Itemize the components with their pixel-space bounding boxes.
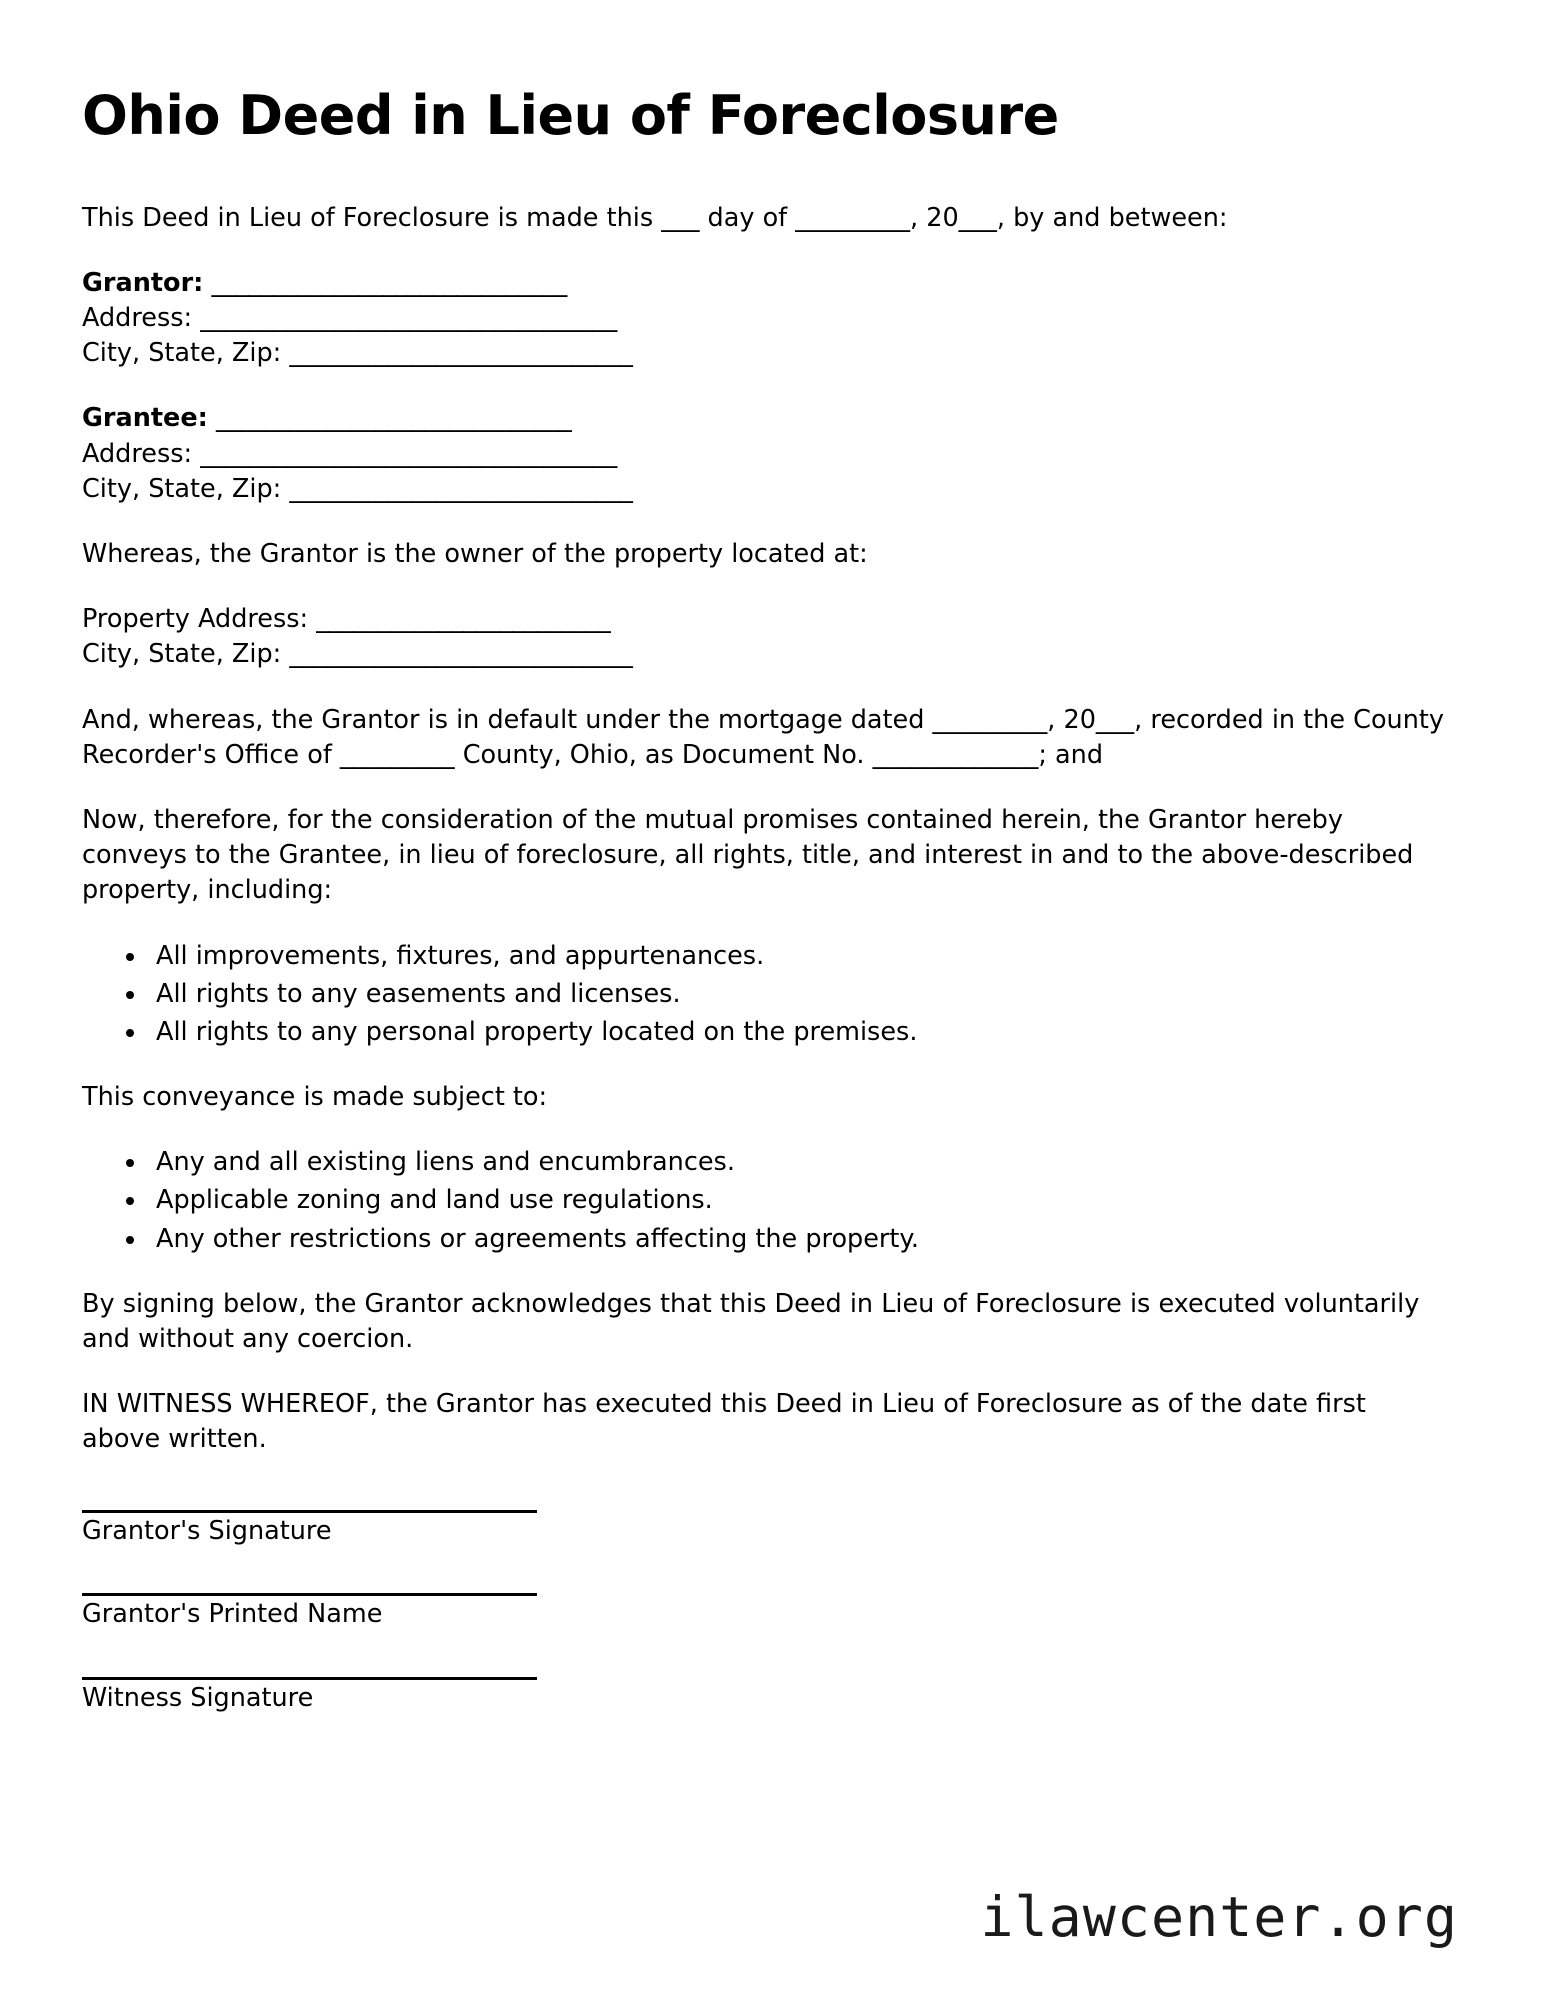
signature-rule[interactable] xyxy=(82,1510,537,1513)
intro-paragraph: This Deed in Lieu of Foreclosure is made this ___ day of _________, 20___, by and between: xyxy=(82,202,1228,233)
conveyed-rights-list xyxy=(82,939,1454,1051)
in-witness-paragraph: IN WITNESS WHEREOF, the Grantor has executed this Deed in Lieu of Foreclosure as of the date first above written. xyxy=(82,1389,1366,1455)
property-address-blank[interactable]: ________________________ xyxy=(316,604,611,635)
property-citystatezip-blank[interactable]: ____________________________ xyxy=(289,639,633,670)
acknowledgment-paragraph: By signing below, the Grantor acknowledges that this Deed in Lieu of Foreclosure is executed voluntarily and without any coercion. xyxy=(82,1288,1420,1354)
grantor-name-line xyxy=(82,266,1454,301)
subject-to-intro: This conveyance is made subject to: xyxy=(82,1082,548,1113)
grantee-block xyxy=(82,401,1454,507)
grantor-address-blank[interactable]: __________________________________ xyxy=(200,303,617,334)
signature-block xyxy=(82,1510,1454,1716)
grantee-address-label: Address: xyxy=(82,438,193,469)
page-title: Ohio Deed in Lieu of Foreclosure xyxy=(82,84,1059,147)
signature-label: Grantor's Signature xyxy=(82,1515,332,1546)
list-item: • Applicable zoning and land use regulations. xyxy=(148,1183,1454,1218)
grantee-citystatezip-label: City, State, Zip: xyxy=(82,473,282,504)
grantee-citystatezip-blank[interactable]: ____________________________ xyxy=(289,473,633,504)
subject-to-list xyxy=(82,1145,1454,1257)
grantee-name-blank[interactable]: _____________________________ xyxy=(215,403,572,434)
signature-rule[interactable] xyxy=(82,1677,537,1680)
grantor-citystatezip-line xyxy=(82,336,1454,371)
grantor-citystatezip-blank[interactable]: ____________________________ xyxy=(289,338,633,369)
grantor-name-label: Grantor: xyxy=(82,267,204,298)
grantor-address-line xyxy=(82,301,1454,336)
grantee-citystatezip-line xyxy=(82,472,1454,507)
signature-rule[interactable] xyxy=(82,1593,537,1596)
grantor-citystatezip-label: City, State, Zip: xyxy=(82,338,282,369)
property-address-label: Property Address: xyxy=(82,604,309,635)
list-item: • All rights to any easements and licenses. xyxy=(148,977,1454,1012)
site-watermark: ilawcenter.org xyxy=(980,1885,1458,1949)
grantor-signature-field[interactable] xyxy=(82,1510,1454,1548)
whereas-owner-paragraph: Whereas, the Grantor is the owner of the property located at: xyxy=(82,539,868,569)
grantor-block xyxy=(82,266,1454,372)
grantee-name-line xyxy=(82,401,1454,436)
property-address-line xyxy=(82,602,1454,637)
property-block xyxy=(82,602,1454,672)
list-item: • All improvements, fixtures, and appurtenances. xyxy=(148,939,1454,974)
signature-label: Grantor's Printed Name xyxy=(82,1599,383,1630)
grantor-name-blank[interactable]: _____________________________ xyxy=(211,267,567,298)
grantor-printed-name-field[interactable] xyxy=(82,1593,1454,1631)
signature-label: Witness Signature xyxy=(82,1683,314,1714)
grantee-name-label: Grantee: xyxy=(82,403,208,434)
default-paragraph: And, whereas, the Grantor is in default under the mortgage dated _________, 20___, recorded in the County Recorder's Office of _________ County, Ohio, as Document No. _____________; and xyxy=(82,704,1444,770)
list-item: • All rights to any personal property located on the premises. xyxy=(148,1015,1454,1050)
list-item: • Any and all existing liens and encumbrances. xyxy=(148,1145,1454,1180)
grantee-address-line xyxy=(82,437,1454,472)
property-citystatezip-label: City, State, Zip: xyxy=(82,639,282,670)
grantor-address-label: Address: xyxy=(82,303,193,334)
now-therefore-paragraph: Now, therefore, for the consideration of the mutual promises contained herein, the Grantor hereby conveys to the Grantee, in lieu of foreclosure, all rights, title, and interest in and to the above-described property, including: xyxy=(82,804,1414,906)
list-item: • Any other restrictions or agreements affecting the property. xyxy=(148,1222,1454,1257)
property-citystatezip-line xyxy=(82,637,1454,672)
grantee-address-blank[interactable]: __________________________________ xyxy=(200,438,617,469)
witness-signature-field[interactable] xyxy=(82,1677,1454,1715)
